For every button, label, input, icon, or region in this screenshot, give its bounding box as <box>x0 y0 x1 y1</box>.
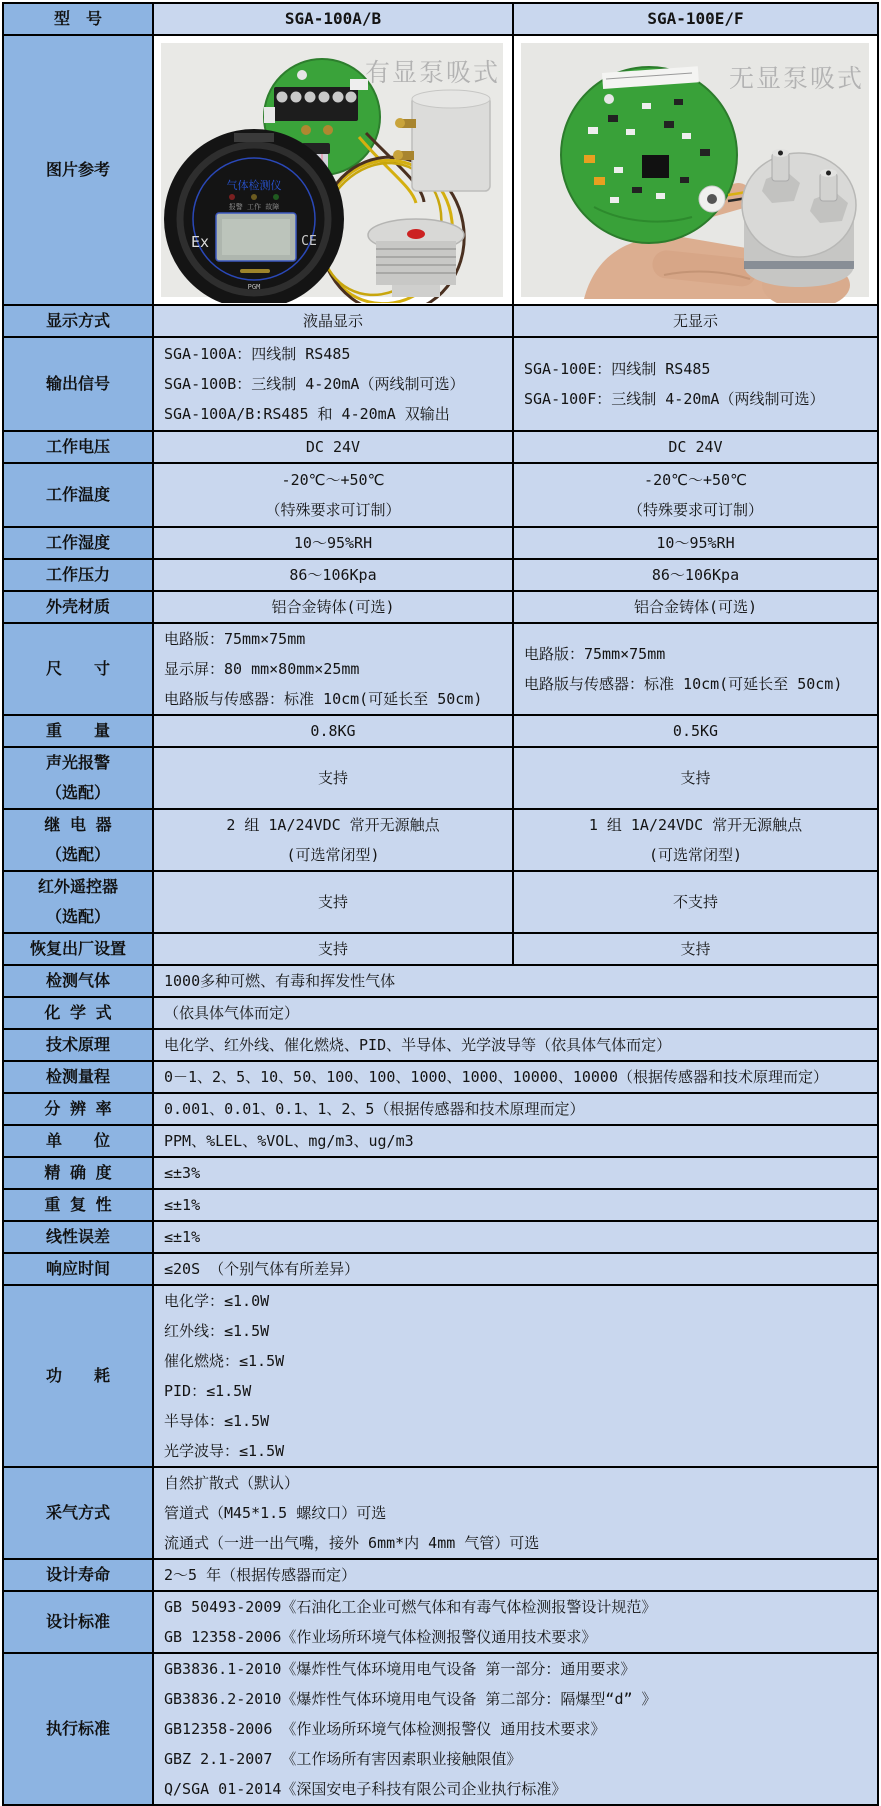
value-merged-cell: 电化学、红外线、催化燃烧、PID、半导体、光学波导等（依具体气体而定） <box>153 1029 878 1061</box>
watermark-text: 无显泵吸式 <box>728 64 864 93</box>
svg-text:Ex: Ex <box>190 233 210 251</box>
value-a-cell: 支持 <box>153 933 513 965</box>
value-merged-cell: 0.001、0.01、0.1、1、2、5（根据传感器和技术原理而定） <box>153 1093 878 1125</box>
spec-row-merged <box>3 1029 878 1061</box>
spec-row-merged <box>3 1591 878 1653</box>
spec-row <box>3 463 878 527</box>
spec-row <box>3 337 878 431</box>
spec-row <box>3 715 878 747</box>
row-label-cell: 工作湿度 <box>3 527 153 559</box>
product-photo-a-cell <box>153 35 513 305</box>
spec-row-merged <box>3 1559 878 1591</box>
row-label-cell: 工作温度 <box>3 463 153 527</box>
row-label-cell: 功 耗 <box>3 1285 153 1467</box>
row-label-cell: 重 复 性 <box>3 1189 153 1221</box>
spec-row-merged <box>3 997 878 1029</box>
row-label-cell: 恢复出厂设置 <box>3 933 153 965</box>
value-merged-cell: （依具体气体而定） <box>153 997 878 1029</box>
row-label-cell: 技术原理 <box>3 1029 153 1061</box>
value-b-cell: DC 24V <box>513 431 878 463</box>
row-label-cell: 化 学 式 <box>3 997 153 1029</box>
value-a-cell: 86～106Kpa <box>153 559 513 591</box>
value-a-cell: 2 组 1A/24VDC 常开无源触点 (可选常闭型) <box>153 809 513 871</box>
value-merged-cell: 自然扩散式（默认） 管道式（M45*1.5 螺纹口）可选 流通式（一进一出气嘴，接外 6mm*内 4mm 气管）可选 <box>153 1467 878 1559</box>
spec-row-merged <box>3 1093 878 1125</box>
product-photo-b <box>514 37 875 303</box>
value-merged-cell: 0－1、2、5、10、50、100、100、1000、1000、10000、10000（根据传感器和技术原理而定） <box>153 1061 878 1093</box>
model-a-cell <box>153 3 513 35</box>
spec-row-merged <box>3 1653 878 1805</box>
value-merged-cell: GB 50493-2009《石油化工企业可燃气体和有毒气体检测报警设计规范》 GB 12358-2006《作业场所环境气体检测报警仪通用技术要求》 <box>153 1591 878 1653</box>
value-b-cell: 无显示 <box>513 305 878 337</box>
value-b-cell: SGA-100E：四线制 RS485 SGA-100F：三线制 4-20mA（两线制可选） <box>513 337 878 431</box>
spec-row <box>3 527 878 559</box>
svg-text:PGM: PGM <box>247 283 261 291</box>
spec-row <box>3 747 878 809</box>
value-a-cell: 电路版：75mm×75mm 显示屏：80 mm×80mm×25mm 电路版与传感器：标准 10cm(可延长至 50cm) <box>153 623 513 715</box>
value-a-cell: 液晶显示 <box>153 305 513 337</box>
value-a-cell: -20℃～+50℃ （特殊要求可订制） <box>153 463 513 527</box>
spec-row <box>3 809 878 871</box>
svg-text:CE: CE <box>301 234 317 249</box>
spec-row <box>3 871 878 933</box>
value-a-cell: 铝合金铸体(可选) <box>153 591 513 623</box>
model-label-cell <box>3 3 153 35</box>
spec-row-merged <box>3 1157 878 1189</box>
value-merged-cell: ≤20S （个别气体有所差异） <box>153 1253 878 1285</box>
row-label-cell: 响应时间 <box>3 1253 153 1285</box>
row-label-cell: 检测量程 <box>3 1061 153 1093</box>
value-b-cell: 不支持 <box>513 871 878 933</box>
svg-text:报警 工作 故障: 报警 工作 故障 <box>228 203 280 211</box>
photo-row <box>3 35 878 305</box>
spec-row <box>3 623 878 715</box>
row-label-cell: 分 辨 率 <box>3 1093 153 1125</box>
row-label-cell: 重 量 <box>3 715 153 747</box>
spec-row <box>3 591 878 623</box>
product-spec-table <box>2 2 879 1806</box>
spec-row-merged <box>3 1285 878 1467</box>
value-a-cell: 10～95%RH <box>153 527 513 559</box>
value-b-cell: 0.5KG <box>513 715 878 747</box>
detector-graphic <box>164 129 344 303</box>
model-b: SGA-100E/F <box>647 9 744 28</box>
row-label-cell: 输出信号 <box>3 337 153 431</box>
row-label-cell <box>3 35 153 305</box>
row-label-cell: 继 电 器 （选配） <box>3 809 153 871</box>
product-photo-a <box>154 37 510 303</box>
row-label-cell: 检测气体 <box>3 965 153 997</box>
row-label-cell: 单 位 <box>3 1125 153 1157</box>
value-b-cell: 86～106Kpa <box>513 559 878 591</box>
spec-row-merged <box>3 965 878 997</box>
value-merged-cell: 电化学：≤1.0W 红外线：≤1.5W 催化燃烧：≤1.5W PID：≤1.5W 半导体：≤1.5W 光学波导：≤1.5W <box>153 1285 878 1467</box>
spec-row-merged <box>3 1253 878 1285</box>
header-row <box>3 3 878 35</box>
value-b-cell: 1 组 1A/24VDC 常开无源触点 (可选常闭型) <box>513 809 878 871</box>
value-merged-cell: ≤±1% <box>153 1221 878 1253</box>
pcb-b-graphic <box>561 66 737 243</box>
value-merged-cell: ≤±3% <box>153 1157 878 1189</box>
row-label-cell: 工作压力 <box>3 559 153 591</box>
model-a: SGA-100A/B <box>284 9 382 28</box>
value-merged-cell: PPM、%LEL、%VOL、mg/m3、ug/m3 <box>153 1125 878 1157</box>
value-b-cell: 铝合金铸体(可选) <box>513 591 878 623</box>
row-label-cell: 红外遥控器 （选配） <box>3 871 153 933</box>
value-a-cell: 0.8KG <box>153 715 513 747</box>
model-b-cell <box>513 3 878 35</box>
value-b-cell: 10～95%RH <box>513 527 878 559</box>
row-label-cell: 精 确 度 <box>3 1157 153 1189</box>
value-merged-cell: ≤±1% <box>153 1189 878 1221</box>
spec-row-merged <box>3 1125 878 1157</box>
spec-row <box>3 305 878 337</box>
spec-row-merged <box>3 1467 878 1559</box>
value-b-cell: 电路版：75mm×75mm 电路版与传感器：标准 10cm(可延长至 50cm) <box>513 623 878 715</box>
value-a-cell: 支持 <box>153 871 513 933</box>
value-a-cell: SGA-100A：四线制 RS485 SGA-100B：三线制 4-20mA（两线制可选） SGA-100A/B:RS485 和 4-20mA 双输出 <box>153 337 513 431</box>
value-merged-cell: GB3836.1-2010《爆炸性气体环境用电气设备 第一部分：通用要求》 GB3836.2-2010《爆炸性气体环境用电气设备 第二部分：隔爆型“d” 》 GB12358-2006 《作业场所环境气体检测报警仪 通用技术要求》 GBZ 2.1-2007 《工作场所有害因素职业接触限值》 Q/SGA 01-2014《深国安电子科技有限公司企业执行标准》 <box>153 1653 878 1805</box>
value-a-cell: DC 24V <box>153 431 513 463</box>
row-label-cell: 设计标准 <box>3 1591 153 1653</box>
value-merged-cell: 1000多种可燃、有毒和挥发性气体 <box>153 965 878 997</box>
value-b-cell: 支持 <box>513 747 878 809</box>
spec-row <box>3 431 878 463</box>
sensor-cylinder-b-graphic <box>742 149 856 287</box>
value-merged-cell: 2～5 年（根据传感器而定） <box>153 1559 878 1591</box>
watermark-text: 有显泵吸式 <box>364 58 500 87</box>
row-label-cell: 外壳材质 <box>3 591 153 623</box>
spec-row-merged <box>3 1189 878 1221</box>
spec-row-merged <box>3 1061 878 1093</box>
row-label-cell: 工作电压 <box>3 431 153 463</box>
spec-row <box>3 559 878 591</box>
row-label-cell: 声光报警 （选配） <box>3 747 153 809</box>
value-b-cell: -20℃～+50℃ （特殊要求可订制） <box>513 463 878 527</box>
model-label: 型 号 <box>53 9 102 28</box>
spec-row <box>3 933 878 965</box>
row-label-cell: 执行标准 <box>3 1653 153 1805</box>
value-a-cell: 支持 <box>153 747 513 809</box>
row-label-cell: 设计寿命 <box>3 1559 153 1591</box>
product-photo-b-cell <box>513 35 878 305</box>
row-label-cell: 采气方式 <box>3 1467 153 1559</box>
photo-row-label: 图片参考 <box>45 160 110 179</box>
row-label-cell: 显示方式 <box>3 305 153 337</box>
svg-text:气体检测仪: 气体检测仪 <box>226 179 282 192</box>
row-label-cell: 线性误差 <box>3 1221 153 1253</box>
spec-row-merged <box>3 1221 878 1253</box>
row-label-cell: 尺 寸 <box>3 623 153 715</box>
value-b-cell: 支持 <box>513 933 878 965</box>
